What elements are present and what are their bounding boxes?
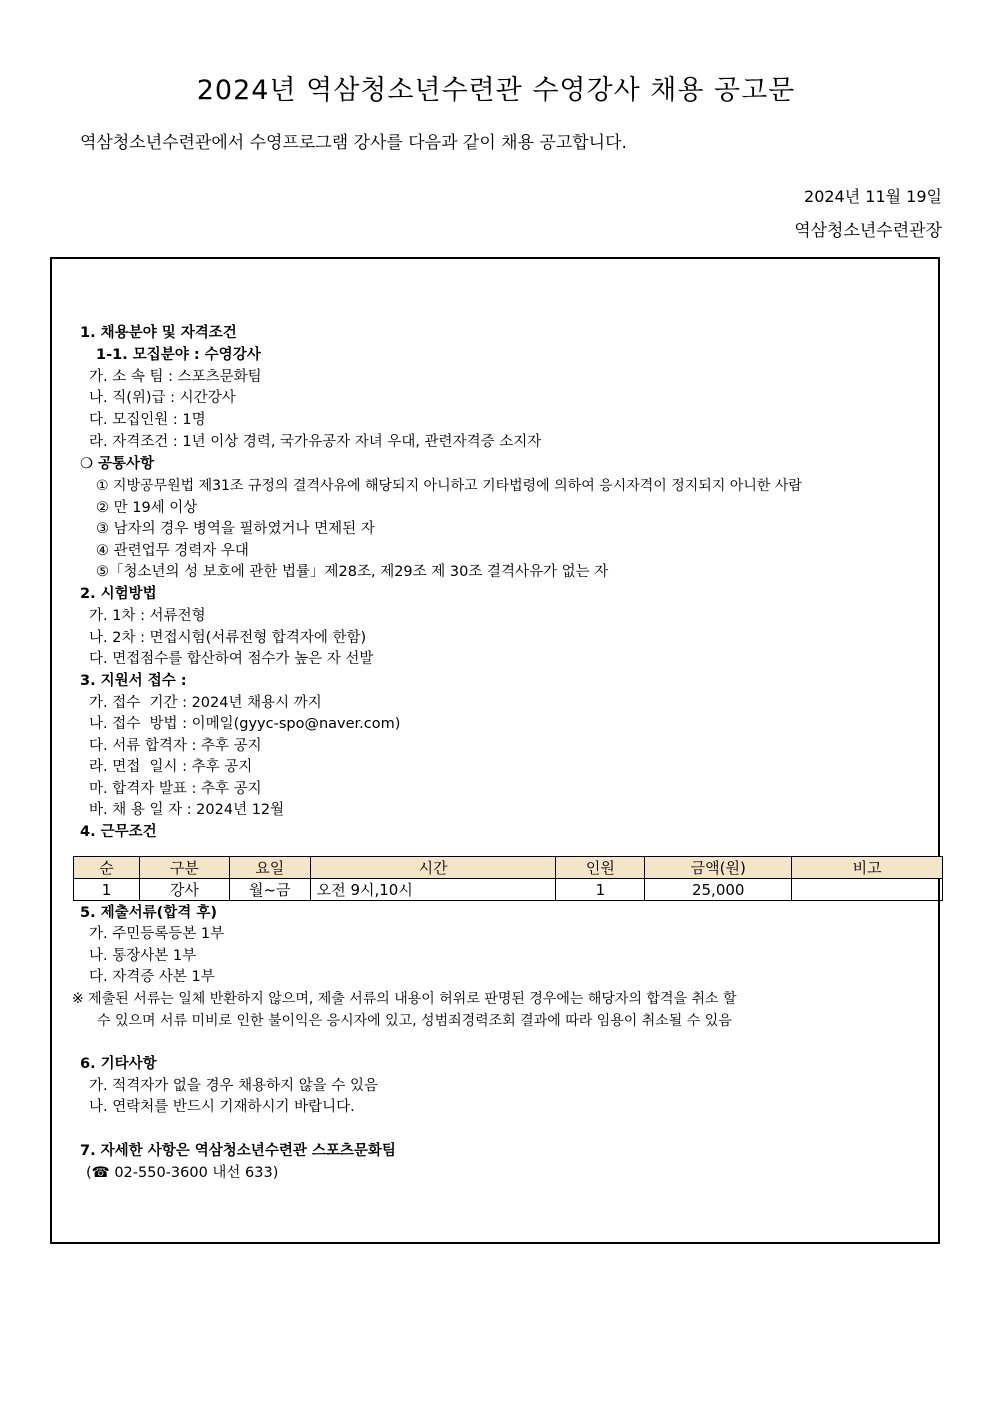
- submission-note: 수 있으며 서류 미비로 인한 불이익은 응시자에 있고, 성범죄경력조회 결과에 따라 임용이 취소될 수 있음: [97, 1013, 732, 1029]
- column-header: 요일: [229, 857, 310, 879]
- section-heading-4: 4. 근무조건: [80, 824, 157, 840]
- column-header: 구분: [139, 857, 229, 879]
- table-cell: 월~금: [229, 879, 310, 901]
- section-heading-5: 5. 제출서류(합격 후): [80, 905, 217, 921]
- table-cell: 강사: [139, 879, 229, 901]
- list-item: ⑤「청소년의 성 보호에 관한 법률」제28조, 제29조 제 30조 결격사유가 없는 자: [96, 564, 609, 580]
- list-item: 다. 면접점수를 합산하여 점수가 높은 자 선발: [89, 651, 374, 667]
- page-title: 2024년 역삼청소년수련관 수영강사 채용 공고문: [196, 75, 796, 106]
- table-cell: 25,000: [645, 879, 792, 901]
- list-item: 라. 자격조건 : 1년 이상 경력, 국가유공자 자녀 우대, 관련자격증 소지자: [89, 434, 542, 450]
- list-item: 가. 접수 기간 : 2024년 채용시 까지: [89, 695, 322, 711]
- table-cell: 1: [74, 879, 140, 901]
- list-item: 나. 직(위)급 : 시간강사: [89, 390, 236, 406]
- list-item: 나. 연락처를 반드시 기재하시기 바랍니다.: [89, 1099, 355, 1115]
- announcement-date: 2024년 11월 19일: [804, 187, 942, 206]
- list-item: ④ 관련업무 경력자 우대: [96, 543, 249, 559]
- list-item: ② 만 19세 이상: [96, 500, 198, 516]
- list-item: 다. 모집인원 : 1명: [89, 412, 206, 428]
- list-item: ③ 남자의 경우 병역을 필하였거나 면제된 자: [96, 521, 375, 537]
- section-heading-3: 3. 지원서 접수 :: [80, 673, 187, 689]
- column-header: 인원: [556, 857, 645, 879]
- column-header: 비고: [792, 857, 943, 879]
- section-heading-7: 7. 자세한 사항은 역삼청소년수련관 스포츠문화팀: [80, 1143, 396, 1159]
- section-heading-common: ❍ 공통사항: [80, 456, 155, 472]
- intro-text: 역삼청소년수련관에서 수영프로그램 강사를 다음과 같이 채용 공고합니다.: [80, 133, 627, 153]
- submission-note: ※ 제출된 서류는 일체 반환하지 않으며, 제출 서류의 내용이 허위로 판명된 경우에는 해당자의 합격을 취소 할: [72, 991, 737, 1007]
- section-sub-1-1: 1-1. 모집분야 : 수영강사: [96, 347, 261, 363]
- list-item: 가. 주민등록등본 1부: [89, 926, 225, 942]
- list-item: 다. 자격증 사본 1부: [89, 969, 215, 985]
- table-header-row: [74, 857, 943, 879]
- column-header: 금액(원): [645, 857, 792, 879]
- contact-info: (☎ 02-550-3600 내선 633): [86, 1165, 279, 1181]
- section-heading-2: 2. 시험방법: [80, 586, 157, 602]
- list-item: 가. 적격자가 없을 경우 채용하지 않을 수 있음: [89, 1078, 378, 1094]
- column-header: 순: [74, 857, 140, 879]
- column-header: 시간: [310, 857, 556, 879]
- table-cell: 1: [556, 879, 645, 901]
- list-item: 라. 면접 일시 : 추후 공지: [89, 759, 253, 775]
- list-item: 나. 접수 방법 : 이메일(gyyc-spo@naver.com): [89, 716, 401, 732]
- section-heading-6: 6. 기타사항: [80, 1056, 157, 1072]
- list-item: 바. 채 용 일 자 : 2024년 12월: [89, 802, 285, 818]
- list-item: ① 지방공무원법 제31조 규정의 결격사유에 해당되지 아니하고 기타법령에 의하여 응시자격이 정지되지 아니한 사람: [96, 478, 802, 494]
- work-conditions-table: [73, 856, 943, 901]
- list-item: 나. 통장사본 1부: [89, 948, 197, 964]
- table-cell: 오전 9시,10시: [310, 879, 556, 901]
- list-item: 가. 1차 : 서류전형: [89, 608, 206, 624]
- notice-box: [50, 257, 940, 1244]
- list-item: 마. 합격자 발표 : 추후 공지: [89, 781, 262, 797]
- list-item: 다. 서류 합격자 : 추후 공지: [89, 738, 262, 754]
- section-heading-1: 1. 채용분야 및 자격조건: [80, 325, 237, 341]
- list-item: 가. 소 속 팀 : 스포츠문화팀: [89, 369, 262, 385]
- issuer-name: 역삼청소년수련관장: [794, 221, 942, 241]
- table-row: [74, 879, 943, 901]
- table-cell: [792, 879, 943, 901]
- list-item: 나. 2차 : 면접시험(서류전형 합격자에 한함): [89, 630, 367, 646]
